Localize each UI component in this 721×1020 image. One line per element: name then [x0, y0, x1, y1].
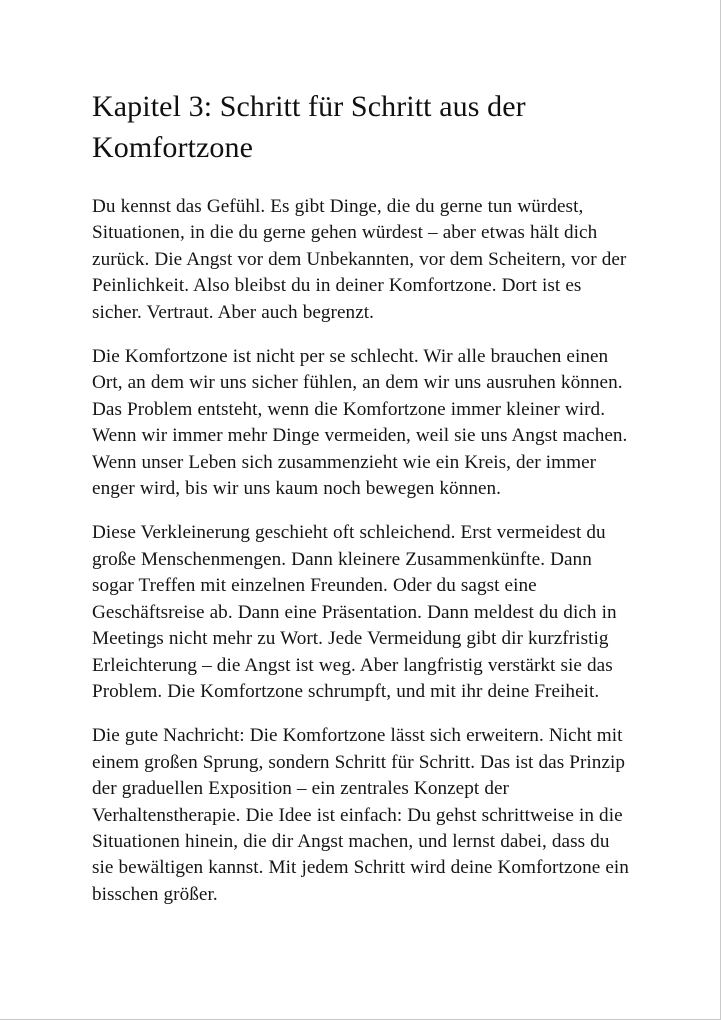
- document-text-column: [92, 86, 634, 908]
- body-paragraph: Die gute Nachricht: Die Komfortzone lässt sich erweitern. Nicht mit einem großen Sprung, sondern Schritt für Schritt. Das ist das Prinzip der graduellen Exposition – ein zentrales Konzept der Verhaltenstherapie. Die Idee ist einfach: Du gehst schrittweise in die Situationen hinein, die dir Angst machen, und lernst dabei, dass du sie bewältigen kannst. Mit jedem Schritt wird deine Komfortzone ein bisschen größer.: [92, 725, 629, 905]
- body-paragraph: Diese Verkleinerung geschieht oft schleichend. Erst vermeidest du große Menschenmengen. Dann kleinere Zusammenkünfte. Dann sogar Treffen mit einzelnen Freunden. Oder du sagst eine Geschäftsreise ab. Dann eine Präsentation. Dann meldest du dich in Meetings nicht mehr zu Wort. Jede Vermeidung gibt dir kurzfristig Erleichterung – die Angst ist weg. Aber langfristig verstärkt sie das Problem. Die Komfortzone schrumpft, und mit ihr deine Freiheit.: [92, 522, 617, 702]
- body-paragraph: Du kennst das Gefühl. Es gibt Dinge, die du gerne tun würdest, Situationen, in die du gerne gehen würdest – aber etwas hält dich zurück. Die Angst vor dem Unbekannten, vor dem Scheitern, vor der Peinlichkeit. Also bleibst du in deiner Komfortzone. Dort ist es sicher. Vertraut. Aber auch begrenzt.: [92, 196, 627, 323]
- body-paragraph: Die Komfortzone ist nicht per se schlecht. Wir alle brauchen einen Ort, an dem wir uns sicher fühlen, an dem wir uns ausruhen können. Das Problem entsteht, wenn die Komfortzone immer kleiner wird. Wenn wir immer mehr Dinge vermeiden, weil sie uns Angst machen. Wenn unser Leben sich zusammenzieht wie ein Kreis, der immer enger wird, bis wir uns kaum noch bewegen können.: [92, 346, 628, 500]
- page-title: Kapitel 3: Schritt für Schritt aus der Komfortzone: [92, 90, 526, 164]
